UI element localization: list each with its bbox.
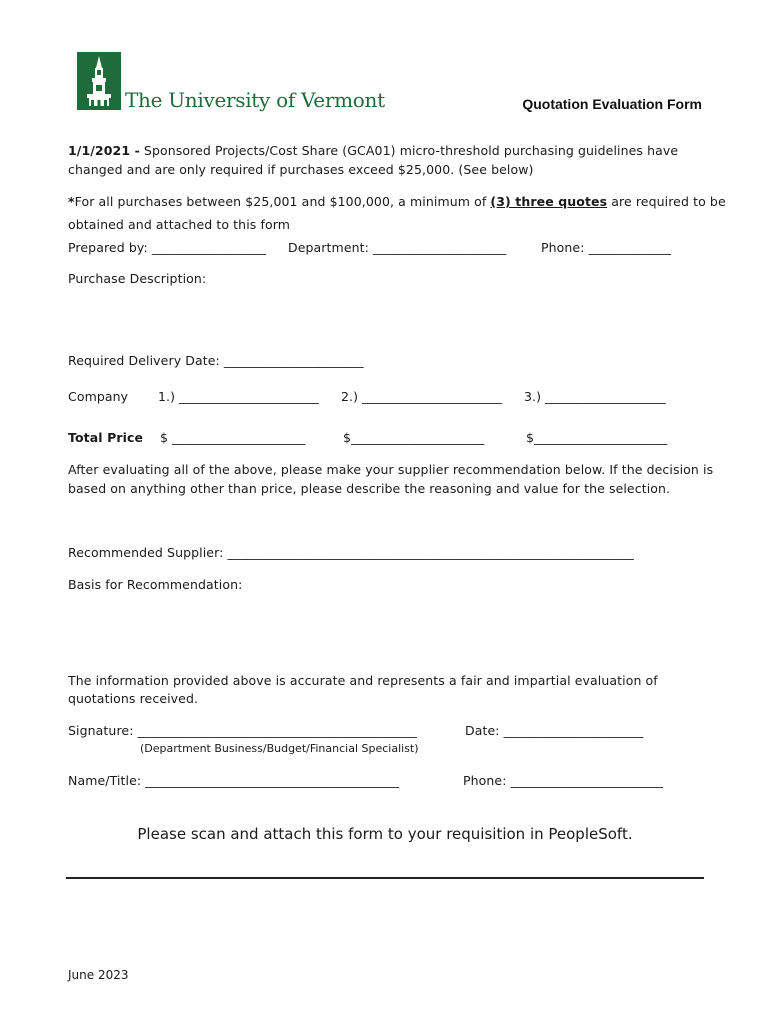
prepared-by-field[interactable]: Prepared by: __________________ — [68, 240, 267, 255]
company-1-field[interactable]: 1.) ______________________ — [158, 389, 319, 404]
price-2-field[interactable]: $_____________________ — [343, 430, 485, 445]
purchase-description-label: Purchase Description: — [68, 271, 207, 286]
scan-instruction: Please scan and attach this form to your requisition in PeopleSoft. — [137, 825, 633, 843]
three-quotes-emphasis: (3) three quotes — [490, 194, 608, 209]
signature-role-note: (Department Business/Budget/Financial Specialist) — [140, 742, 419, 755]
date-field[interactable]: Date: ______________________ — [465, 723, 644, 738]
divider-line — [66, 877, 704, 879]
company-3-field[interactable]: 3.) ___________________ — [524, 389, 666, 404]
total-price-label: Total Price — [68, 430, 144, 445]
basis-for-recommendation-label: Basis for Recommendation: — [68, 577, 243, 592]
evaluation-instruction-line2: based on anything other than price, please describe the reasoning and value for the selection. — [68, 481, 671, 496]
signer-phone-field[interactable]: Phone: ________________________ — [463, 773, 664, 788]
quotes-rule-line1 — [68, 194, 726, 209]
footer-date: June 2023 — [68, 968, 129, 982]
price-1-field[interactable]: $ _____________________ — [160, 430, 306, 445]
company-2-field[interactable]: 2.) ______________________ — [341, 389, 502, 404]
form-title: Quotation Evaluation Form — [522, 96, 702, 112]
company-label: Company — [68, 389, 129, 404]
logo-tower-icon — [77, 52, 121, 110]
price-3-field[interactable]: $_____________________ — [526, 430, 668, 445]
phone-field[interactable]: Phone: _____________ — [541, 240, 672, 255]
department-field[interactable]: Department: _____________________ — [288, 240, 507, 255]
quotes-rule-text-after: are required to be — [607, 194, 726, 209]
signature-field[interactable]: Signature: ____________________________________________ — [68, 723, 417, 738]
notice-date: 1/1/2021 - — [68, 143, 140, 158]
certification-line2: quotations received. — [68, 691, 199, 706]
recommended-supplier-field[interactable]: Recommended Supplier: ________________________________________________________________ — [68, 545, 634, 560]
certification-line1: The information provided above is accurate and represents a fair and impartial evaluation of — [68, 673, 658, 688]
evaluation-instruction-line1: After evaluating all of the above, please make your supplier recommendation below. If the decision is — [68, 462, 714, 477]
required-asterisk: * — [68, 194, 75, 209]
quotes-rule-line2: obtained and attached to this form — [68, 217, 290, 232]
name-title-field[interactable]: Name/Title: ________________________________________ — [68, 773, 400, 788]
notice-text: Sponsored Projects/Cost Share (GCA01) micro-threshold purchasing guidelines have — [139, 143, 679, 158]
university-name: The University of Vermont — [125, 88, 385, 112]
quotes-rule-text: For all purchases between $25,001 and $100,000, a minimum of — [74, 194, 491, 209]
guideline-notice-line1 — [68, 143, 678, 158]
guideline-notice-line2: changed and are only required if purchases exceed $25,000. (See below) — [68, 162, 534, 177]
required-delivery-date-field[interactable]: Required Delivery Date: ______________________ — [68, 353, 364, 368]
